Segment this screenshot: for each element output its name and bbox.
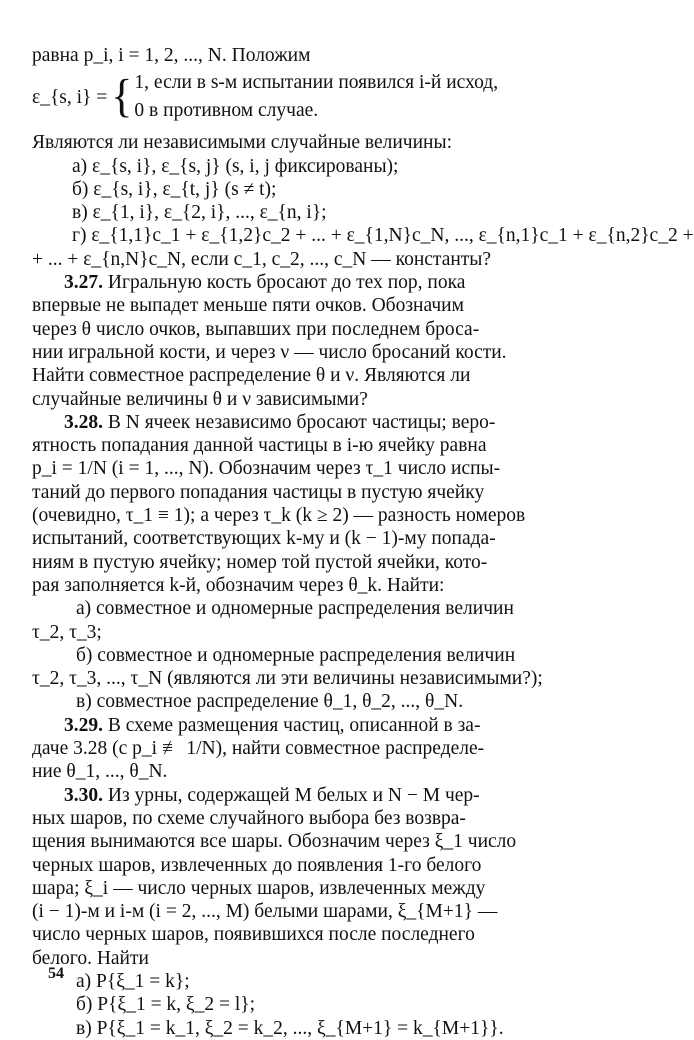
list-item: в) ε_{1, i}, ε_{2, i}, ..., ε_{n, i}; [72, 202, 327, 224]
text-line: черных шаров, извлеченных до появления 1-го белого [32, 854, 482, 876]
text-line: равна p_i, i = 1, 2, ..., N. Положим [32, 45, 311, 66]
problem-3-27 [32, 271, 581, 294]
problem-3-29 [32, 714, 581, 737]
text-line: ние θ_1, ..., θ_N. [32, 761, 168, 783]
text-line: Являются ли независимыми случайные величины: [32, 132, 452, 154]
text-line: Найти совместное распределение θ и ν. Являются ли [32, 365, 471, 387]
text-line: нии игральной кости, и через ν — число бросаний кости. [32, 341, 507, 363]
case-row: 0 в противном случае. [134, 100, 319, 122]
problem-3-30 [32, 784, 581, 807]
text-line: шара; ξ_i — число черных шаров, извлеченных между [32, 877, 486, 899]
problem-3-28 [32, 411, 581, 434]
case-rows [134, 69, 498, 125]
problem-number: 3.27. [64, 272, 103, 294]
text-line: даче 3.28 (с p_i ≢ 1/N), найти совместное распределе- [32, 738, 485, 760]
text-span: В N ячеек независимо бросают частицы; веро- [107, 411, 496, 433]
text-span: Из урны, содержащей M белых и N − M чер- [107, 784, 480, 806]
text-line: таний до первого попадания частицы в пустую ячейку [32, 481, 485, 503]
text-line: через θ число очков, выпавших при последнем броса- [32, 318, 480, 340]
text-line: τ_2, τ_3, ..., τ_N (являются ли эти величины независимыми?); [32, 668, 543, 690]
page-number: 54 [48, 965, 64, 982]
left-brace-icon: { [111, 71, 133, 123]
list-item: а) P{ξ_1 = k}; [76, 970, 190, 992]
definition-lhs: ε_{s, i} = [32, 86, 108, 108]
text-line: ниям в пустую ячейку; номер той пустой ячейки, кото- [32, 551, 488, 573]
text-line: τ_2, τ_3; [32, 621, 102, 643]
text-line: (очевидно, τ_1 ≡ 1); а через τ_k (k ≥ 2) — разность номеров [32, 505, 526, 527]
text-line: случайные величины θ и ν зависимыми? [32, 388, 368, 410]
case-definition [32, 69, 581, 125]
list-item: а) ε_{s, i}, ε_{s, j} (s, i, j фиксированы); [72, 155, 399, 177]
text-line: число черных шаров, появившихся после последнего [32, 924, 475, 946]
text-line: + ... + ε_{n,N}c_N, если c_1, c_2, ..., c_N — константы? [32, 248, 492, 270]
text-line: рая заполняется k-й, обозначим через θ_k. Найти: [32, 574, 445, 596]
text-line: (i − 1)-м и i-м (i = 2, ..., M) белыми шарами, ξ_{M+1} — [32, 901, 498, 923]
text-line: щения вынимаются все шары. Обозначим через ξ_1 число [32, 831, 517, 853]
list-item: б) ε_{s, i}, ε_{t, j} (s ≠ t); [72, 178, 277, 200]
text-line: впервые не выпадет меньше пяти очков. Обозначим [32, 295, 464, 317]
list-item: г) ε_{1,1}c_1 + ε_{1,2}c_2 + ... + ε_{1,N}c_N, ..., ε_{n,1}c_1 + ε_{n,2}c_2 + [72, 225, 694, 247]
case-row: 1, если в s-м испытании появился i-й исход, [134, 72, 499, 94]
list-item: в) P{ξ_1 = k_1, ξ_2 = k_2, ..., ξ_{M+1} = k_{M+1}}. [76, 1017, 504, 1039]
problem-number: 3.30. [64, 784, 103, 806]
text-line: белого. Найти [32, 947, 149, 969]
text-span: В схеме размещения частиц, описанной в за- [107, 714, 481, 736]
text-span: Игральную кость бросают до тех пор, пока [107, 272, 466, 294]
list-item: в) совместное распределение θ_1, θ_2, ..., θ_N. [76, 691, 464, 713]
problem-number: 3.28. [64, 411, 103, 433]
text-line: ятность попадания данной частицы в i-ю ячейку равна [32, 435, 487, 457]
problem-number: 3.29. [64, 714, 103, 736]
text-line: ных шаров, по схеме случайного выбора без возвра- [32, 807, 466, 829]
list-item: б) P{ξ_1 = k, ξ_2 = l}; [76, 994, 256, 1016]
text-line: испытаний, соответствующих k-му и (k − 1)-му попада- [32, 528, 496, 550]
text-line: p_i = 1/N (i = 1, ..., N). Обозначим через τ_1 число испы- [32, 458, 501, 480]
list-item: б) совместное и одномерные распределения величин [76, 644, 516, 666]
list-item: а) совместное и одномерные распределения величин [76, 598, 514, 620]
